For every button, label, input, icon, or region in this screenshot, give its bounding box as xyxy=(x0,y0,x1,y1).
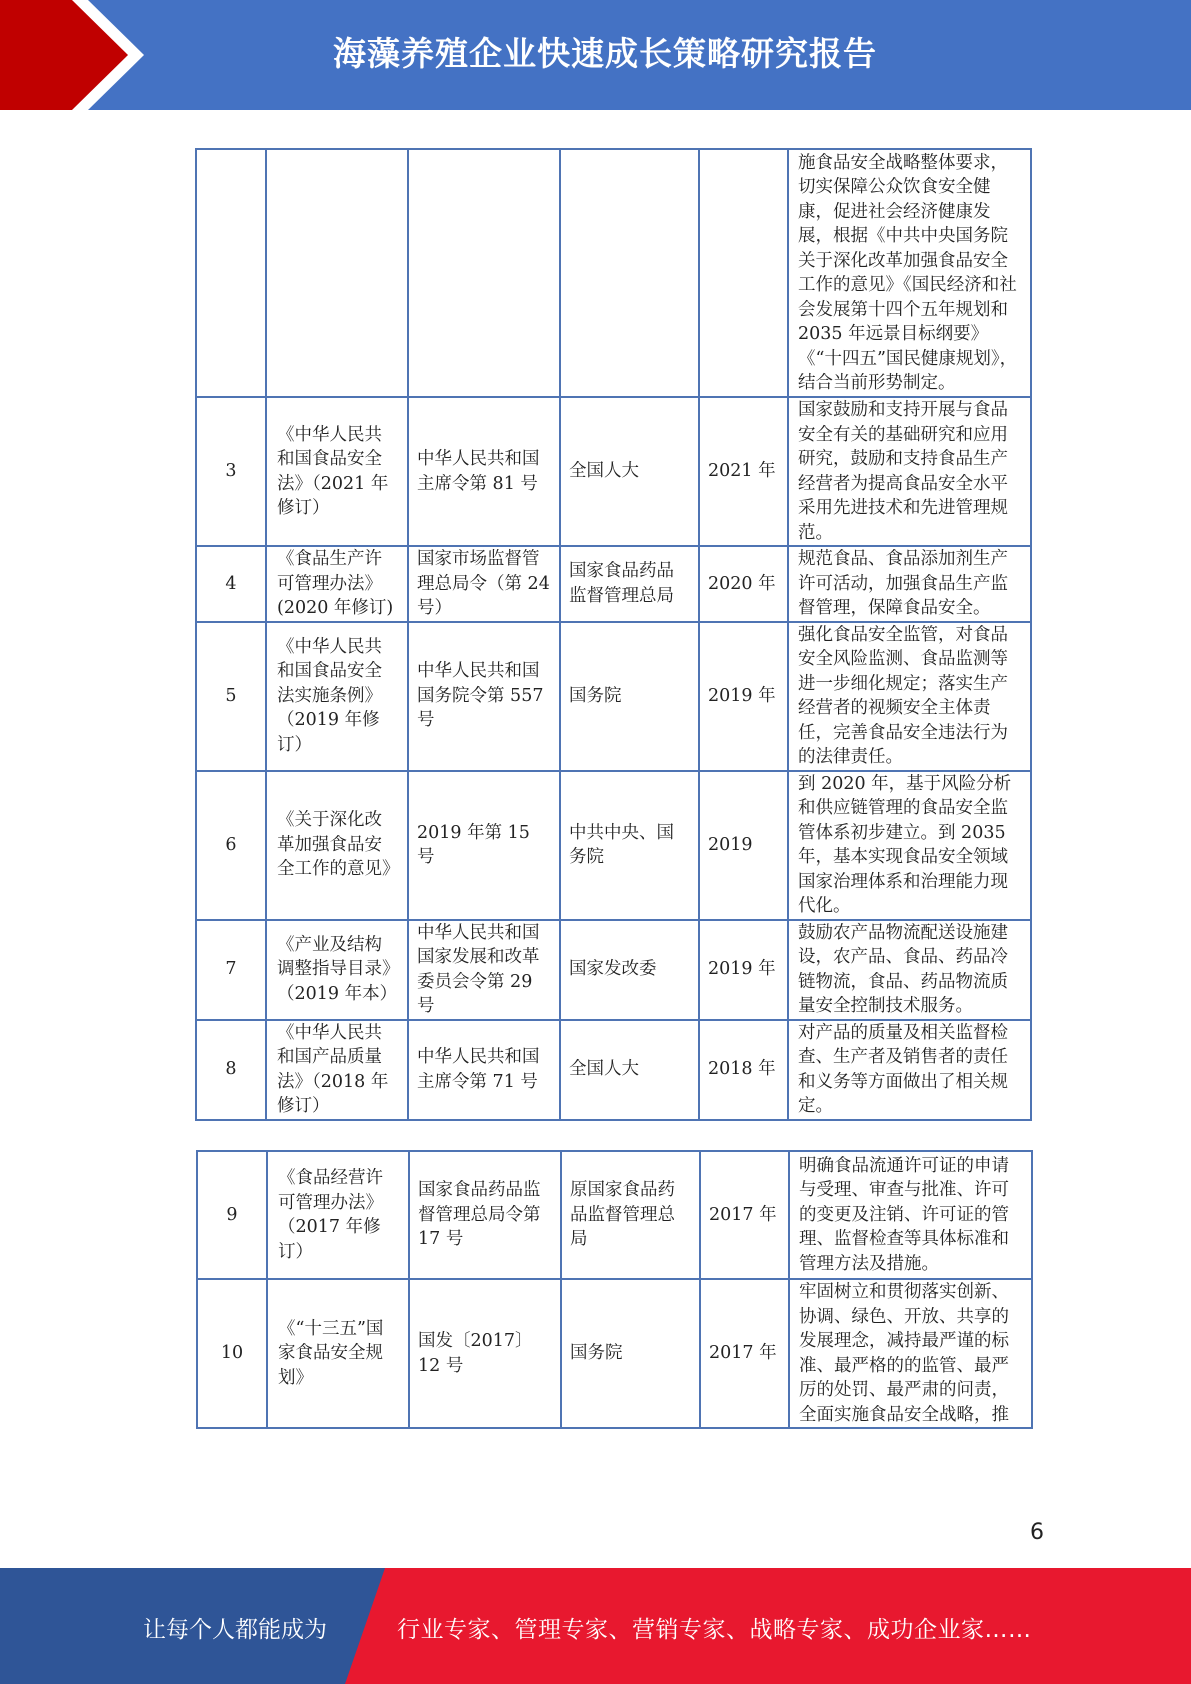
regulation-description-cell: 强化食品安全监管，对食品安全风险监测、食品监测等进一步细化规定；落实生产经营者的视频安全主体责任，完善食品安全违法行为的法律责任。 xyxy=(788,622,1031,771)
regulation-name-cell: 《食品生产许可管理办法》(2020 年修订) xyxy=(266,546,408,622)
issuing-authority-cell: 原国家食品药品监督管理总局 xyxy=(561,1151,700,1279)
table-row xyxy=(197,1151,1032,1279)
footer-slogan-left: 让每个人都能成为 xyxy=(143,1617,327,1643)
regulation-description-cell: 牢固树立和贯彻落实创新、协调、绿色、开放、共享的发展理念，减持最严谨的标准、最严格的的监管、最严厉的处罚、最严肃的问责，全面实施食品安全战略，推 xyxy=(789,1279,1032,1428)
issue-year-cell: 2019 年 xyxy=(699,622,788,771)
regulations-table-part2 xyxy=(196,1150,1033,1429)
table-row xyxy=(196,1020,1031,1120)
issue-year-cell: 2019 xyxy=(699,771,788,920)
regulation-name-cell xyxy=(266,149,408,397)
regulation-description-cell: 到 2020 年，基于风险分析和供应链管理的食品安全监管体系初步建立。到 2035 年，基本实现食品安全领域国家治理体系和治理能力现代化。 xyxy=(788,771,1031,920)
issuing-authority-cell xyxy=(560,149,699,397)
row-number-cell: 6 xyxy=(196,771,266,920)
row-number-cell: 8 xyxy=(196,1020,266,1120)
issue-year-cell: 2017 年 xyxy=(700,1279,789,1428)
issuing-authority-cell: 全国人大 xyxy=(560,397,699,546)
issue-year-cell: 2017 年 xyxy=(700,1151,789,1279)
issuing-authority-cell: 国家发改委 xyxy=(560,920,699,1020)
regulation-description-cell: 明确食品流通许可证的申请与受理、审查与批准、许可的变更及注销、许可证的管理、监督检查等具体标准和管理方法及措施。 xyxy=(789,1151,1032,1279)
issuing-authority-cell: 国务院 xyxy=(560,622,699,771)
table-row xyxy=(197,1279,1032,1428)
document-number-cell: 中华人民共和国国家发展和改革委员会令第 29 号 xyxy=(408,920,560,1020)
regulation-name-cell: 《产业及结构调整指导目录》（2019 年本） xyxy=(266,920,408,1020)
regulation-description-cell: 规范食品、食品添加剂生产许可活动，加强食品生产监督管理，保障食品安全。 xyxy=(788,546,1031,622)
row-number-cell: 3 xyxy=(196,397,266,546)
row-number-cell: 4 xyxy=(196,546,266,622)
footer-slogan-right: 行业专家、管理专家、营销专家、战略专家、成功企业家…… xyxy=(397,1617,1032,1643)
regulation-name-cell: 《中华人民共和国食品安全法》（2021 年修订） xyxy=(266,397,408,546)
regulation-name-cell: 《关于深化改革加强食品安全工作的意见》 xyxy=(266,771,408,920)
regulation-name-cell: 《中华人民共和国产品质量法》（2018 年修订） xyxy=(266,1020,408,1120)
table-row xyxy=(196,771,1031,920)
report-title: 海藻养殖企业快速成长策略研究报告 xyxy=(333,34,877,73)
page-number: 6 xyxy=(1030,1520,1044,1545)
regulation-name-cell: 《“十三五”国家食品安全规划》 xyxy=(267,1279,409,1428)
issue-year-cell xyxy=(699,149,788,397)
row-number-cell: 9 xyxy=(197,1151,267,1279)
issue-year-cell: 2018 年 xyxy=(699,1020,788,1120)
document-number-cell: 2019 年第 15 号 xyxy=(408,771,560,920)
row-number-cell: 10 xyxy=(197,1279,267,1428)
regulation-name-cell: 《中华人民共和国食品安全法实施条例》（2019 年修订） xyxy=(266,622,408,771)
row-number-cell: 5 xyxy=(196,622,266,771)
issuing-authority-cell: 中共中央、国务院 xyxy=(560,771,699,920)
issuing-authority-cell: 国务院 xyxy=(561,1279,700,1428)
document-number-cell: 国发〔2017〕12 号 xyxy=(409,1279,561,1428)
issuing-authority-cell: 全国人大 xyxy=(560,1020,699,1120)
issue-year-cell: 2020 年 xyxy=(699,546,788,622)
regulation-description-cell: 鼓励农产品物流配送设施建设，农产品、食品、药品冷链物流，食品、药品物流质量安全控制技术服务。 xyxy=(788,920,1031,1020)
table-row xyxy=(196,149,1031,397)
document-number-cell xyxy=(408,149,560,397)
issue-year-cell: 2021 年 xyxy=(699,397,788,546)
regulation-description-cell: 国家鼓励和支持开展与食品安全有关的基础研究和应用研究，鼓励和支持食品生产经营者为提高食品安全水平采用先进技术和先进管理规范。 xyxy=(788,397,1031,546)
document-number-cell: 中华人民共和国主席令第 71 号 xyxy=(408,1020,560,1120)
table-row xyxy=(196,920,1031,1020)
document-number-cell: 中华人民共和国主席令第 81 号 xyxy=(408,397,560,546)
regulation-name-cell: 《食品经营许可管理办法》（2017 年修订） xyxy=(267,1151,409,1279)
header-arrow-decoration xyxy=(0,0,150,110)
regulation-description-cell: 对产品的质量及相关监督检查、生产者及销售者的责任和义务等方面做出了相关规定。 xyxy=(788,1020,1031,1120)
regulations-table-part1 xyxy=(195,148,1032,1121)
document-number-cell: 中华人民共和国国务院令第 557 号 xyxy=(408,622,560,771)
table-row xyxy=(196,546,1031,622)
document-number-cell: 国家食品药品监督管理总局令第 17 号 xyxy=(409,1151,561,1279)
document-number-cell: 国家市场监督管理总局令（第 24 号） xyxy=(408,546,560,622)
issuing-authority-cell: 国家食品药品监督管理总局 xyxy=(560,546,699,622)
table-row xyxy=(196,397,1031,546)
row-number-cell xyxy=(196,149,266,397)
row-number-cell: 7 xyxy=(196,920,266,1020)
table-row xyxy=(196,622,1031,771)
page-header xyxy=(0,0,1191,110)
regulation-description-cell: 施食品安全战略整体要求，切实保障公众饮食安全健康，促进社会经济健康发展，根据《中共中央国务院关于深化改革加强食品安全工作的意见》《国民经济和社会发展第十四个五年规划和 2035 年远景目标纲要》《“十四五”国民健康规划》，结合当前形势制定。 xyxy=(788,149,1031,397)
issue-year-cell: 2019 年 xyxy=(699,920,788,1020)
